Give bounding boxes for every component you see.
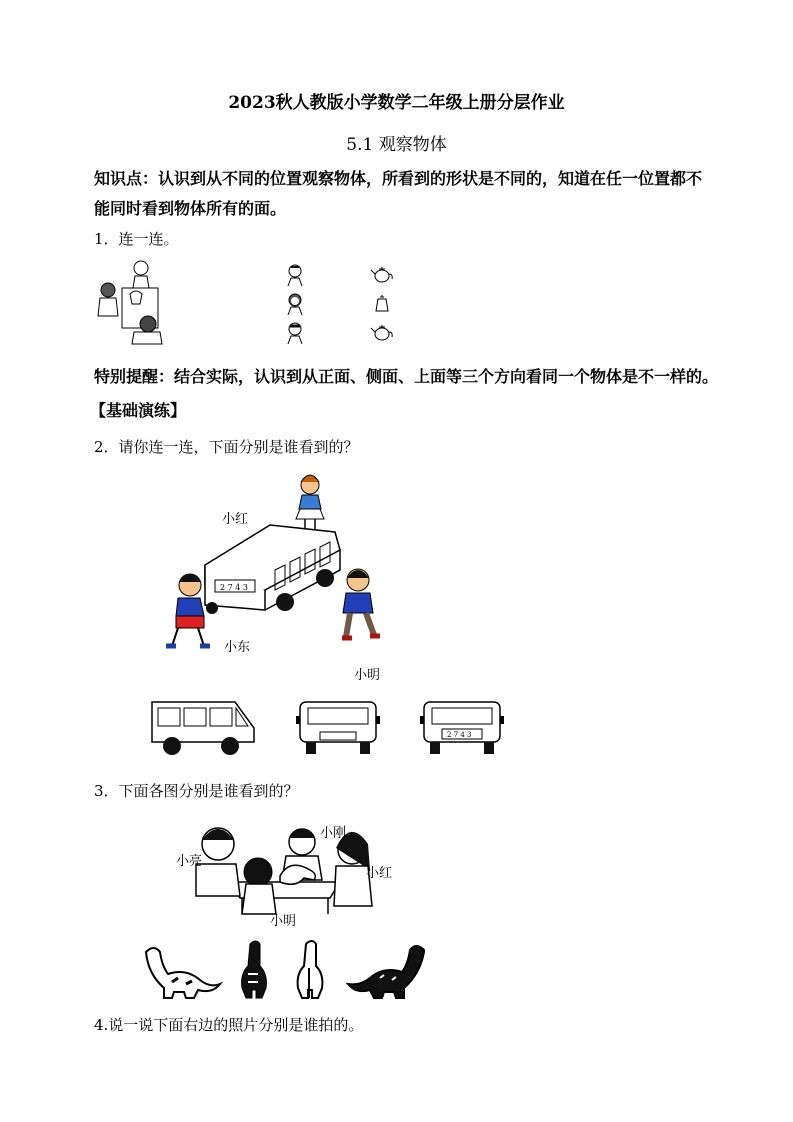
q3-label-xiaogang: 小刚 <box>320 826 347 841</box>
q2-back-plate-text: 2 7 4 3 <box>447 731 472 739</box>
q1-teapot-side-icon <box>370 264 394 284</box>
q3-label-xiaoming: 小明 <box>270 914 297 929</box>
page-subtitle: 5.1 观察物体 <box>346 135 447 155</box>
question-3-text: 3．下面各图分别是谁看到的？ <box>94 782 299 800</box>
q3-dinosaur-back-view <box>292 940 326 1000</box>
q1-face-front-icon <box>286 264 304 286</box>
q3-dinosaur-right-view <box>344 942 428 998</box>
q2-plate-text: 2 7 4 3 <box>220 583 248 592</box>
page-title: 2023秋人教版小学数学二年级上册分层作业 <box>228 93 565 113</box>
question-2-text: 2．请你连一连，下面分别是谁看到的？ <box>94 438 359 456</box>
question-1-text: 1．连一连。 <box>94 230 179 248</box>
q2-car-scene-illustration <box>160 470 400 670</box>
q2-label-xiaodong: 小东 <box>224 640 251 655</box>
q2-car-back-view <box>420 698 504 760</box>
q1-teapot-front-icon <box>374 293 390 315</box>
q1-face-girl-icon <box>286 293 304 315</box>
knowledge-point: 知识点：认识到从不同的位置观察物体，所看到的形状是不同的，知道在任一位置都不能同时看到物体所有的面。 <box>94 169 703 218</box>
q3-dinosaur-table-scene <box>190 820 380 920</box>
section-heading-basic-practice: 【基础演练】 <box>90 401 187 420</box>
q2-label-xiaoming: 小明 <box>354 668 381 683</box>
q2-car-side-view <box>150 700 258 760</box>
q2-label-xiaohong: 小红 <box>222 512 249 527</box>
question-4-text: 4.说一说下面右边的照片分别是谁拍的。 <box>94 1016 364 1034</box>
q1-table-scene-illustration <box>94 258 164 346</box>
q3-dinosaur-front-view <box>236 940 270 1000</box>
q1-teapot-side2-icon <box>370 322 394 342</box>
q3-label-xiaoliang: 小亮 <box>176 854 203 869</box>
special-reminder: 特别提醒：结合实际，认识到从正面、侧面、上面等三个方向看同一个物体是不一样的。 <box>94 367 719 386</box>
q1-face-back-icon <box>286 322 304 344</box>
q3-label-xiaohong: 小红 <box>366 866 393 881</box>
q3-dinosaur-left-view <box>142 944 222 998</box>
q2-car-front-view <box>296 698 380 760</box>
